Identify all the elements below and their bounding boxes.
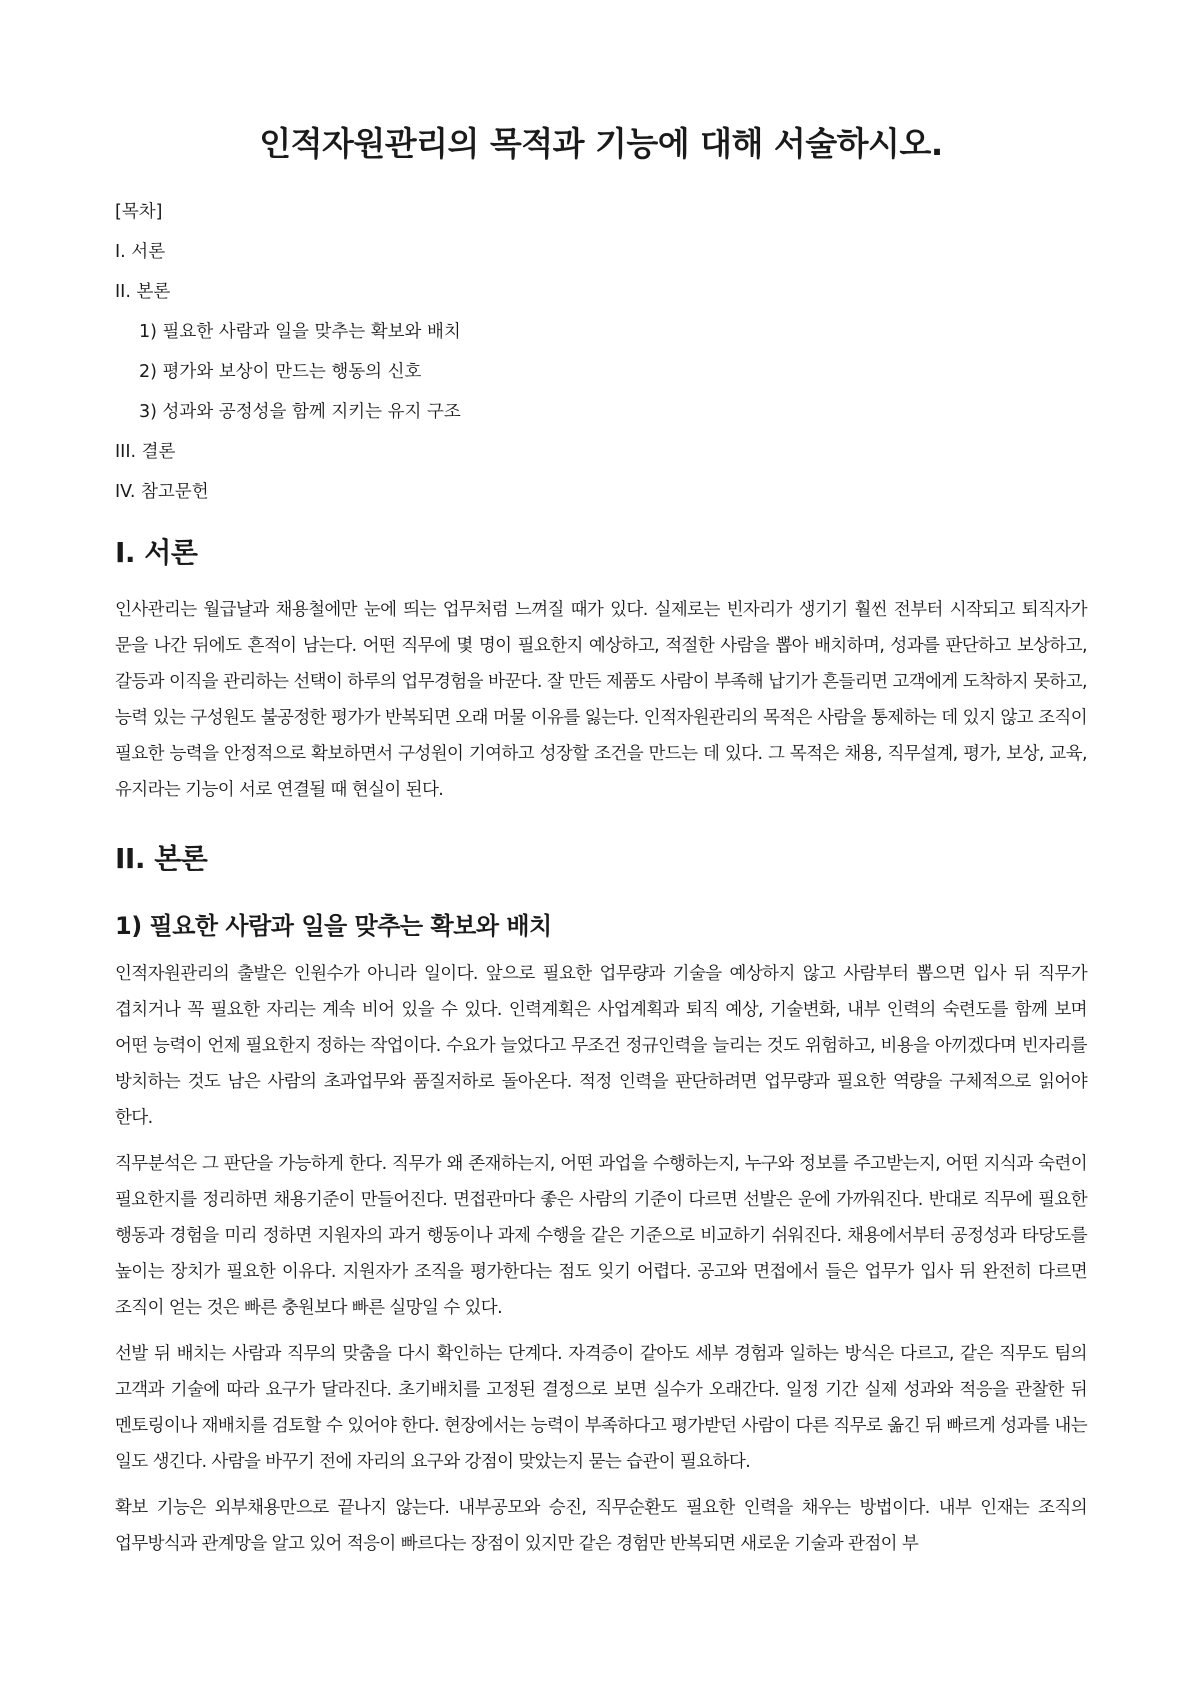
intro-paragraph: 인사관리는 월급날과 채용철에만 눈에 띄는 업무처럼 느껴질 때가 있다. 실제로는 빈자리가 생기기 훨씬 전부터 시작되고 퇴직자가 문을 나간 뒤에도 흔적이 남는다. 어떤 직무에 몇 명이 필요한지 예상하고, 적절한 사람을 뽑아 배치하며, 성과를 판단하고 보상하고, 갈등과 이직을 관리하는 선택이 하루의 업무경험을 바꾼다. 잘 만든 제품도 사람이 부족해 납기가 흔들리면 고객에게 도착하지 못하고, 능력 있는 구성원도 불공정한 평가가 반복되면 오래 머물 이유를 잃는다. 인적자원관리의 목적은 사람을 통제하는 데 있지 않고 조직이 필요한 능력을 안정적으로 확보하면서 구성원이 기여하고 성장할 조건을 만드는 데 있다. 그 목적은 채용, 직무설계, 평가, 보상, 교육, 유지라는 기능이 서로 연결될 때 현실이 된다. [115,600,1087,800]
toc-item-body-2: 2) 평가와 보상이 만드는 행동의 신호 [139,362,422,382]
body-paragraph-3: 선발 뒤 배치는 사람과 직무의 맞춤을 다시 확인하는 단계다. 자격증이 같아도 세부 경험과 일하는 방식은 다르고, 같은 직무도 팀의 고객과 기술에 따라 요구가 달라진다. 초기배치를 고정된 결정으로 보면 실수가 오래간다. 일정 기간 실제 성과와 적응을 관찰한 뒤 멘토링이나 재배치를 검토할 수 있어야 한다. 현장에서는 능력이 부족하다고 평가받던 사람이 다른 직무로 옮긴 뒤 빠르게 성과를 내는 일도 생긴다. 사람을 바꾸기 전에 자리의 요구와 강점이 맞았는지 묻는 습관이 필요하다. [115,1344,1087,1472]
toc-item-body-1: 1) 필요한 사람과 일을 맞추는 확보와 배치 [139,322,461,342]
toc-item-body-3: 3) 성과와 공정성을 함께 지키는 유지 구조 [139,402,461,422]
paragraph-spacer [115,1480,1087,1490]
body-paragraph-4: 확보 기능은 외부채용만으로 끝나지 않는다. 내부공모와 승진, 직무순환도 필요한 인력을 채우는 방법이다. 내부 인재는 조직의 업무방식과 관계망을 알고 있어 적응이 빠르다는 장점이 있지만 같은 경험만 반복되면 새로운 기술과 관점이 부 [115,1498,1087,1554]
subsection-spacer [115,898,1087,908]
body-paragraph-2: 직무분석은 그 판단을 가능하게 한다. 직무가 왜 존재하는지, 어떤 과업을 수행하는지, 누구와 정보를 주고받는지, 어떤 지식과 숙련이 필요한지를 정리하면 채용기준이 만들어진다. 면접관마다 좋은 사람의 기준이 다르면 선발은 운에 가까워진다. 반대로 직무에 필요한 행동과 경험을 미리 정하면 지원자의 과거 행동이나 과제 수행을 같은 기준으로 비교하기 쉬워진다. 채용에서부터 공정성과 타당도를 높이는 장치가 필요한 이유다. 지원자가 조직을 평가한다는 점도 잊기 어렵다. 공고와 면접에서 들은 업무가 입사 뒤 완전히 다르면 조직이 얻는 것은 빠른 충원보다 빠른 실망일 수 있다. [115,1154,1087,1318]
toc-heading: [목차] [115,202,163,222]
document-title: 인적자원관리의 목적과 기능에 대해 서술하시오. [259,124,943,163]
subsection-heading-1: 1) 필요한 사람과 일을 맞추는 확보와 배치 [115,912,552,940]
document-content [115,532,1087,1562]
toc-item-references: IV. 참고문헌 [115,482,209,502]
section-spacer [115,808,1087,838]
toc-item-intro: I. 서론 [115,242,166,262]
paragraph-spacer [115,1326,1087,1336]
body-paragraph-1: 인적자원관리의 출발은 인원수가 아니라 일이다. 앞으로 필요한 업무량과 기술을 예상하지 않고 사람부터 뽑으면 입사 뒤 직무가 겹치거나 꼭 필요한 자리는 계속 비어 있을 수 있다. 인력계획은 사업계획과 퇴직 예상, 기술변화, 내부 인력의 숙련도를 함께 보며 어떤 능력이 언제 필요한지 정하는 작업이다. 수요가 늘었다고 무조건 정규인력을 늘리는 것도 위험하고, 비용을 아끼겠다며 빈자리를 방치하는 것도 남은 사람의 초과업무와 품질저하로 돌아온다. 적정 인력을 판단하려면 업무량과 필요한 역량을 구체적으로 읽어야 한다. [115,964,1087,1128]
section-heading-body: II. 본론 [115,842,208,875]
toc-item-conclusion: III. 결론 [115,442,176,462]
toc-item-body: II. 본론 [115,282,171,302]
paragraph-spacer [115,1136,1087,1146]
section-heading-intro: I. 서론 [115,536,198,569]
table-of-contents [115,192,1087,512]
